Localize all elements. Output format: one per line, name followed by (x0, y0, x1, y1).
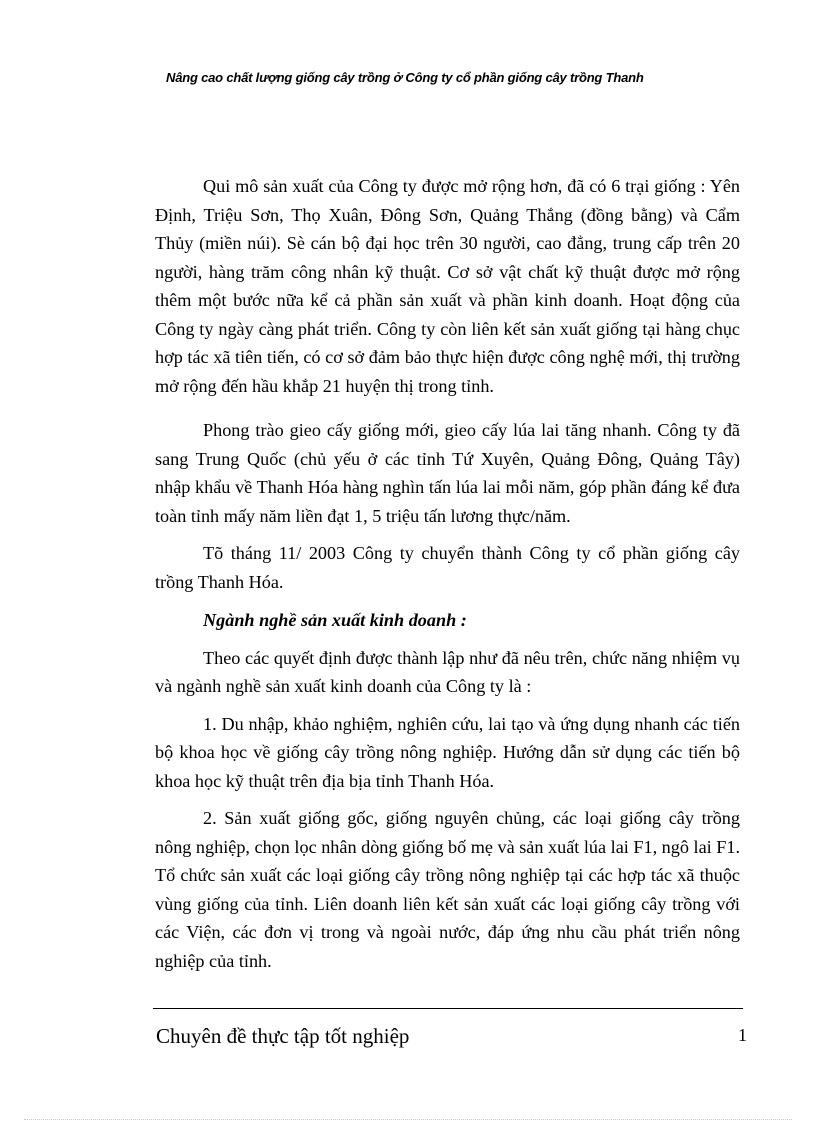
section-heading: Ngành nghề sản xuất kinh doanh : (203, 610, 467, 630)
page-edge-divider (24, 1119, 792, 1120)
paragraph-joint-stock: Tõ tháng 11/ 2003 Công ty chuyển thành Công ty cổ phần giống cây trồng Thanh Hóa. (155, 543, 740, 592)
list-item-2: 2. Sản xuất giống gốc, giống nguyên chủng, các loại giống cây trồng nông nghiệp, chọn lọc nhân dòng giống bố mẹ và sản xuất lúa lai F1, ngô lai F1. Tổ chức sản xuất các loại giống cây trồng nông nghiệp tại các hợp tác xã thuộc vùng giống của tỉnh. Liên doanh liên kết sản xuất các loại giống cây trồng với các Viện, các đơn vị trong và ngoài nước, đáp ứng nhu cầu phát triển nông nghiệp của tỉnh. (155, 808, 740, 971)
footer-divider (153, 1008, 743, 1009)
document-body (155, 172, 740, 975)
paragraph-scale: Qui mô sản xuất của Công ty được mở rộng hơn, đã có 6 trại giống : Yên Định, Triệu Sơn, Thọ Xuân, Đông Sơn, Quảng Thắng (đồng bằng) và Cẩm Thủy (miền núi). Sè cán bộ đại học trên 30 người, cao đẳng, trung cấp trên 20 người, hàng trăm công nhân kỹ thuật. Cơ sở vật chất kỹ thuật được mở rộng thêm một bước nữa kể cả phần sản xuất và phần kinh doanh. Hoạt động của Công ty ngày càng phát triển. Công ty còn liên kết sản xuất giống tại hàng chục hợp tác xã tiên tiến, có cơ sở đảm bảo thực hiện được công nghệ mới, thị trường mở rộng đến hầu khắp 21 huyện thị trong tỉnh. (155, 176, 740, 396)
paragraph-functions-intro: Theo các quyết định được thành lập như đã nêu trên, chức năng nhiệm vụ và ngành nghề sản xuất kinh doanh của Công ty là : (155, 647, 740, 696)
list-item-1: 1. Du nhập, khảo nghiệm, nghiên cứu, lai tạo và ứng dụng nhanh các tiến bộ khoa học về giống cây trồng nông nghiệp. Hướng dẫn sử dụng các tiến bộ khoa học kỹ thuật trên địa bịa tỉnh Thanh Hóa. (155, 713, 740, 791)
footer-title: Chuyên đề thực tập tốt nghiệp (156, 1024, 410, 1048)
page-number: 1 (738, 1025, 747, 1045)
paragraph-hybrid-rice: Phong trào gieo cấy giống mới, gieo cấy lúa lai tăng nhanh. Công ty đã sang Trung Quốc (chủ yếu ở các tỉnh Tứ Xuyên, Quảng Đông, Quảng Tây) nhập khẩu về Thanh Hóa hàng nghìn tấn lúa lai mỗi năm, góp phần đáng kể đưa toàn tỉnh mấy năm liền đạt 1, 5 triệu tấn lương thực/năm. (155, 420, 740, 526)
running-header: Nâng cao chất lượng giống cây trồng ở Công ty cổ phần giống cây trồng Thanh (166, 70, 644, 85)
